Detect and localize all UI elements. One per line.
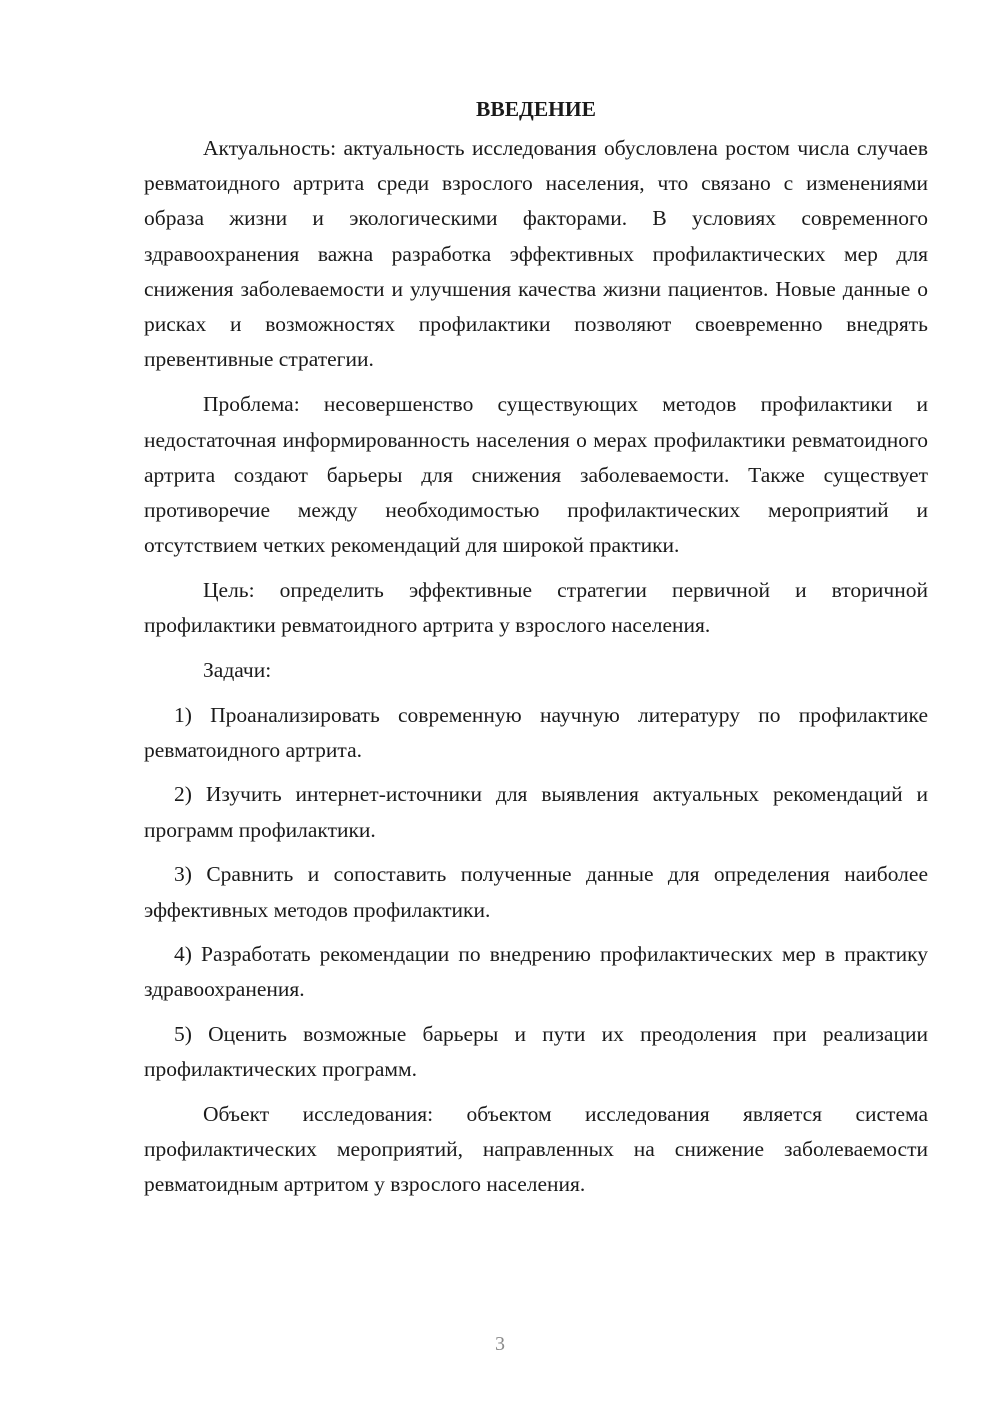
page-number: 3 [495, 1333, 505, 1355]
task-item-3: 3) Сравнить и сопоставить полученные данные для определения наиболее эффективных методов профилактики. [144, 862, 928, 922]
task-item-5: 5) Оценить возможные барьеры и пути их преодоления при реализации профилактических программ. [144, 1022, 928, 1082]
task-item-4: 4) Разработать рекомендации по внедрению профилактических мер в практику здравоохранения. [144, 942, 928, 1002]
relevance-paragraph: Актуальность: актуальность исследования обусловлена ростом числа случаев ревматоидного артрита среди взрослого населения, что связано с изменениями образа жизни и экологическими факторами. В условиях современного здравоохранения важна разработка эффективных профилактических мер для снижения заболеваемости и улучшения качества жизни пациентов. Новые данные о рисках и возможностях профилактики позволяют своевременно внедрять превентивные стратегии. [144, 136, 928, 372]
goal-paragraph: Цель: определить эффективные стратегии первичной и вторичной профилактики ревматоидного артрита у взрослого населения. [144, 577, 928, 638]
section-title: ВВЕДЕНИЕ [476, 97, 596, 121]
task-item-2: 2) Изучить интернет-источники для выявления актуальных рекомендаций и программ профилактики. [144, 782, 928, 842]
tasks-heading: Задачи: [203, 657, 272, 682]
task-item-1: 1) Проанализировать современную научную литературу по профилактике ревматоидного артрита. [144, 702, 928, 762]
object-paragraph: Объект исследования: объектом исследования является система профилактических мероприятий, направленных на снижение заболеваемости ревматоидным артритом у взрослого населения. [144, 1102, 928, 1197]
page-content [144, 92, 928, 1203]
problem-paragraph: Проблема: несовершенство существующих методов профилактики и недостаточная информированность населения о мерах профилактики ревматоидного артрита создают барьеры для снижения заболеваемости. Также существует противоречие между необходимостью профилактических мероприятий и отсутствием четких рекомендаций для широкой практики. [144, 392, 928, 558]
